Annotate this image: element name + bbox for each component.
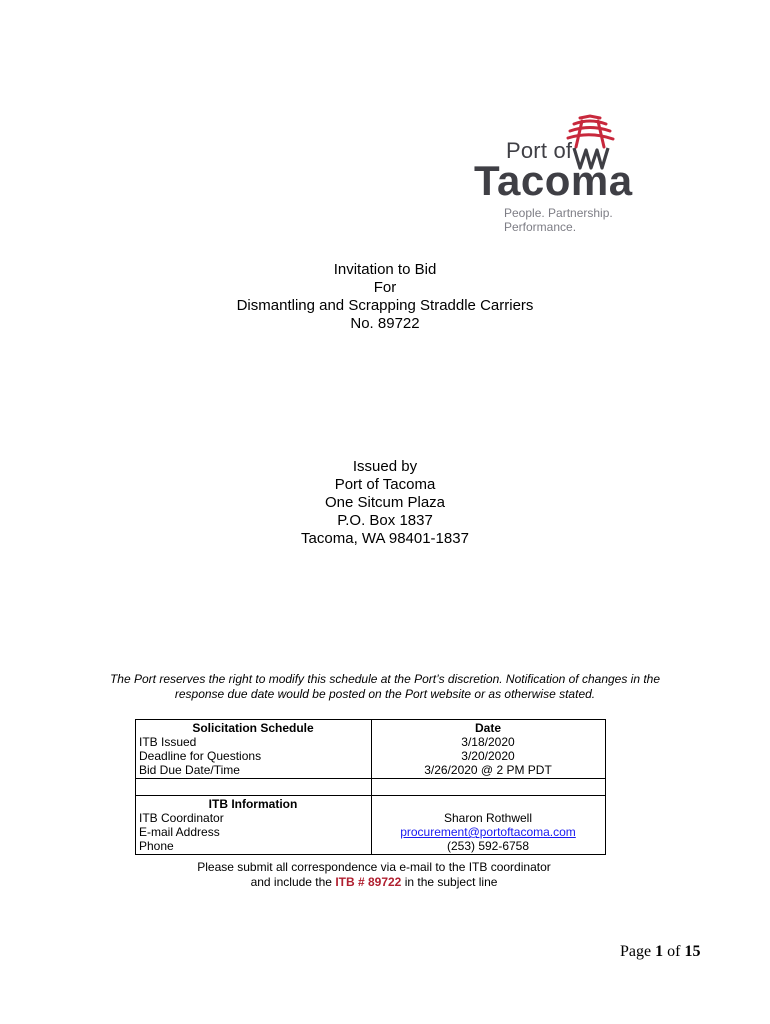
- table-row-spacer: [136, 779, 606, 796]
- schedule-header: Solicitation Schedule: [192, 721, 314, 735]
- row-label: E-mail Address: [139, 825, 220, 839]
- info-values: [372, 796, 606, 855]
- schedule-table: [135, 719, 606, 855]
- row-label: Bid Due Date/Time: [139, 763, 240, 777]
- schedule-notice: The Port reserves the right to modify this schedule at the Port’s discretion. Notification of changes in the response due date would be posted on the Port website or as otherwise stated.: [109, 672, 661, 701]
- row-label: Deadline for Questions: [139, 749, 262, 763]
- logo-port-of-text: Port of: [506, 138, 573, 163]
- page-number: Page 1 of 15: [620, 943, 701, 960]
- row-label: Phone: [139, 839, 174, 853]
- coordinator-name: Sharon Rothwell: [443, 811, 533, 825]
- row-value: 3/26/2020 @ 2 PM PDT: [424, 763, 552, 777]
- row-label: ITB Coordinator: [139, 811, 224, 825]
- empty-cell: [372, 779, 606, 796]
- email-link[interactable]: procurement@portoftacoma.com: [400, 825, 576, 839]
- title-line-3: Dismantling and Scrapping Straddle Carriers: [236, 297, 534, 314]
- issuer-address: [0, 458, 770, 548]
- title-line-2: For: [373, 279, 397, 296]
- issuer-street: One Sitcum Plaza: [324, 494, 446, 511]
- table-row: [136, 720, 606, 779]
- issuer-city: Tacoma, WA 98401-1837: [301, 530, 469, 547]
- empty-cell: [136, 779, 372, 796]
- issuer-po-box: P.O. Box 1837: [337, 512, 433, 529]
- row-value: 3/18/2020: [461, 735, 515, 749]
- info-header: ITB Information: [208, 797, 298, 811]
- itb-reference: ITB # 89722: [335, 875, 402, 889]
- schedule-labels: [136, 720, 372, 779]
- info-labels: [136, 796, 372, 855]
- logo-tagline: People. Partnership. Performance.: [504, 206, 613, 234]
- date-header: Date: [474, 721, 501, 735]
- submit-instructions: [0, 860, 748, 890]
- issuer-name: Port of Tacoma: [334, 476, 436, 493]
- document-title: [0, 261, 770, 333]
- issued-by: Issued by: [352, 458, 418, 475]
- title-line-1: Invitation to Bid: [333, 261, 437, 278]
- submit-line-2: and include the ITB # 89722 in the subject line: [250, 875, 498, 889]
- phone-number: (253) 592-6758: [446, 839, 530, 853]
- port-of-tacoma-logo: [470, 110, 633, 235]
- row-label: ITB Issued: [139, 735, 197, 749]
- table-row: [136, 796, 606, 855]
- schedule-dates: [372, 720, 606, 779]
- logo-tacoma-text: Tacoma: [474, 157, 633, 204]
- submit-line-1: Please submit all correspondence via e-mail to the ITB coordinator: [197, 860, 551, 874]
- row-value: 3/20/2020: [461, 749, 515, 763]
- title-line-4: No. 89722: [350, 315, 420, 332]
